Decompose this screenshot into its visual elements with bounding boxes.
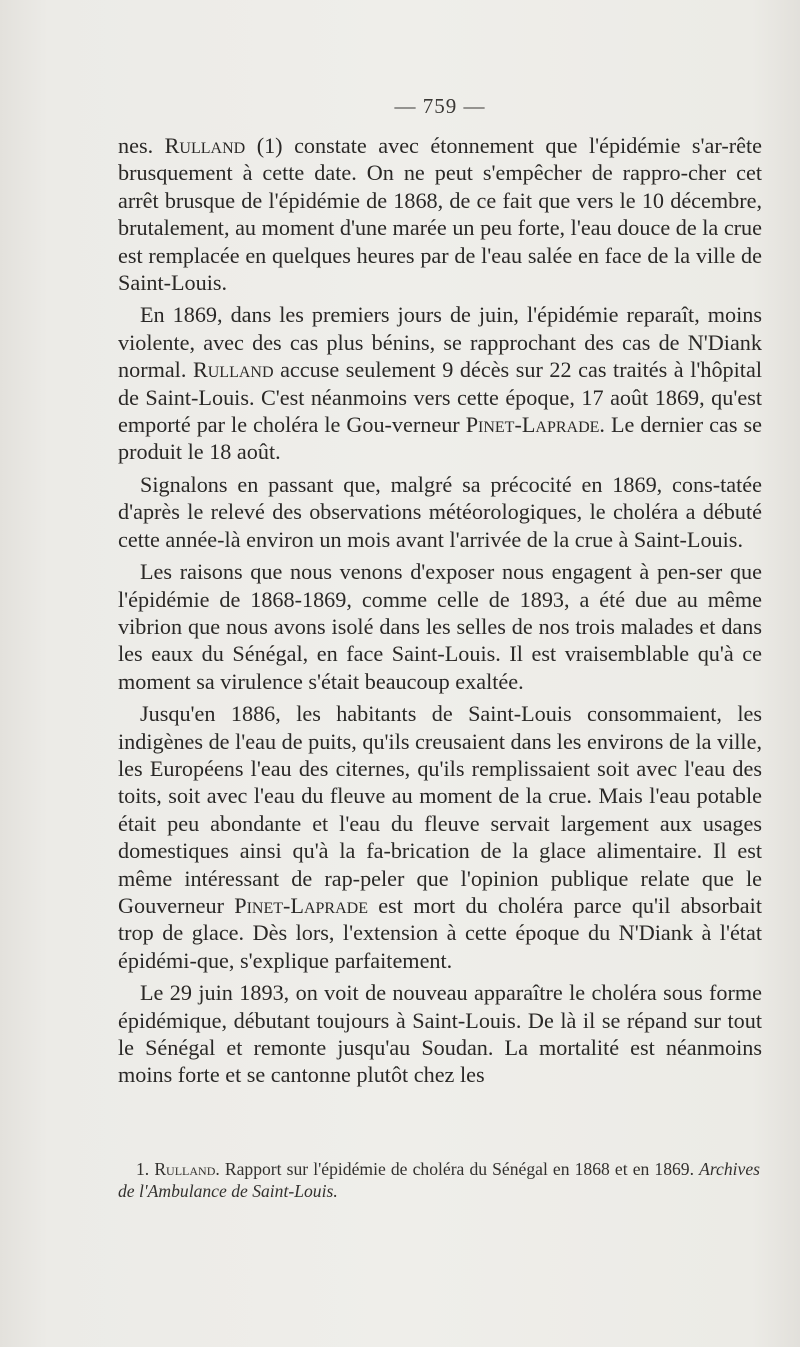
footnote-text: Rapport sur l'épidémie de choléra du Sénégal en 1868 et en 1869. (219, 1159, 700, 1179)
paragraph (118, 700, 762, 974)
person-name: Pinet-Laprade (234, 892, 368, 918)
paragraph-text: Signalons en passant que, malgré sa précocité en 1869, cons-tatée d'après le relevé des observations météorologiques, le choléra a débuté cette année-là environ un mois avant l'arrivée de la crue à Saint-Louis. (118, 471, 762, 552)
paragraph-text: nes. (118, 133, 165, 158)
person-name: Rulland (164, 133, 246, 158)
footnote-source: Archives de l'Ambulance de Saint-Louis. (118, 1159, 761, 1201)
footnote (118, 1158, 760, 1202)
person-name: Pinet-Laprade (465, 412, 600, 438)
paragraph-text: est mort du choléra parce qu'il absorbait trop de glace. Dès lors, l'extension à cette époque du N'Diank à l'état épidémi-que, s'explique parfaitement. (118, 892, 762, 973)
page-number: — 759 — (394, 94, 486, 118)
paragraph (118, 301, 762, 465)
paragraph (118, 132, 762, 296)
paragraph-text: . Le dernier cas se produit le 18 août. (118, 412, 762, 465)
paragraph-text: En 1869, dans les premiers jours de juin, l'épidémie reparaît, moins violente, avec des cas plus bénins, se rapprochant des cas de N'Diank normal. (118, 302, 762, 383)
paragraph-text: Jusqu'en 1886, les habitants de Saint-Louis consommaient, les indigènes de l'eau de puits, qu'ils creusaient dans les environs de la ville, les Européens l'eau des citernes, qu'ils remplissaient soit avec l'eau des toits, soit avec l'eau du fleuve au moment de la crue. Mais l'eau potable était peu abondante et l'eau du fleuve servait largement aux usages domestiques ainsi qu'à la fa-brication de la glace alimentaire. Il est même intéressant de rap-peler que l'opinion publique relate que le Gouverneur (118, 701, 762, 918)
footnote-marker: 1. (136, 1159, 150, 1179)
footnote-author: Rulland. (154, 1159, 220, 1179)
body-text (118, 132, 762, 1089)
paragraph-text: (1) constate avec étonnement que l'épidémie s'ar-rête brusquement à cette date. On ne peut s'empêcher de rappro-cher cet arrêt brusque de l'épidémie de 1868, de ce fait que vers le 10 décembre, brutalement, au moment d'une marée un peu forte, l'eau douce de la crue est remplacée en quelques heures par de l'eau salée en face de la ville de Saint-Louis. (118, 133, 762, 296)
paragraph-text: Le 29 juin 1893, on voit de nouveau apparaître le choléra sous forme épidémique, débutant toujours à Saint-Louis. De là il se répand sur tout le Sénégal et remonte jusqu'au Soudan. La mortalité est néanmoins moins forte et se cantonne plutôt chez les (118, 980, 762, 1088)
paragraph (118, 979, 762, 1089)
paragraph-text: Les raisons que nous venons d'exposer nous engagent à pen-ser que l'épidémie de 1868-1869, comme celle de 1893, a été due au même vibrion que nous avons isolé dans les selles de nos trois malades et dans les eaux du Sénégal, en face Saint-Louis. Il est vraisemblable qu'à ce moment sa virulence s'était beaucoup exaltée. (118, 559, 762, 694)
paragraph (118, 558, 762, 695)
paragraph (118, 471, 762, 553)
person-name: Rulland (192, 357, 274, 383)
paragraph-text: accuse seulement 9 décès sur 22 cas traités à l'hôpital de Saint-Louis. C'est néanmoins vers cette époque, 17 août 1869, qu'est emporté par le choléra le Gou-verneur (118, 357, 762, 438)
